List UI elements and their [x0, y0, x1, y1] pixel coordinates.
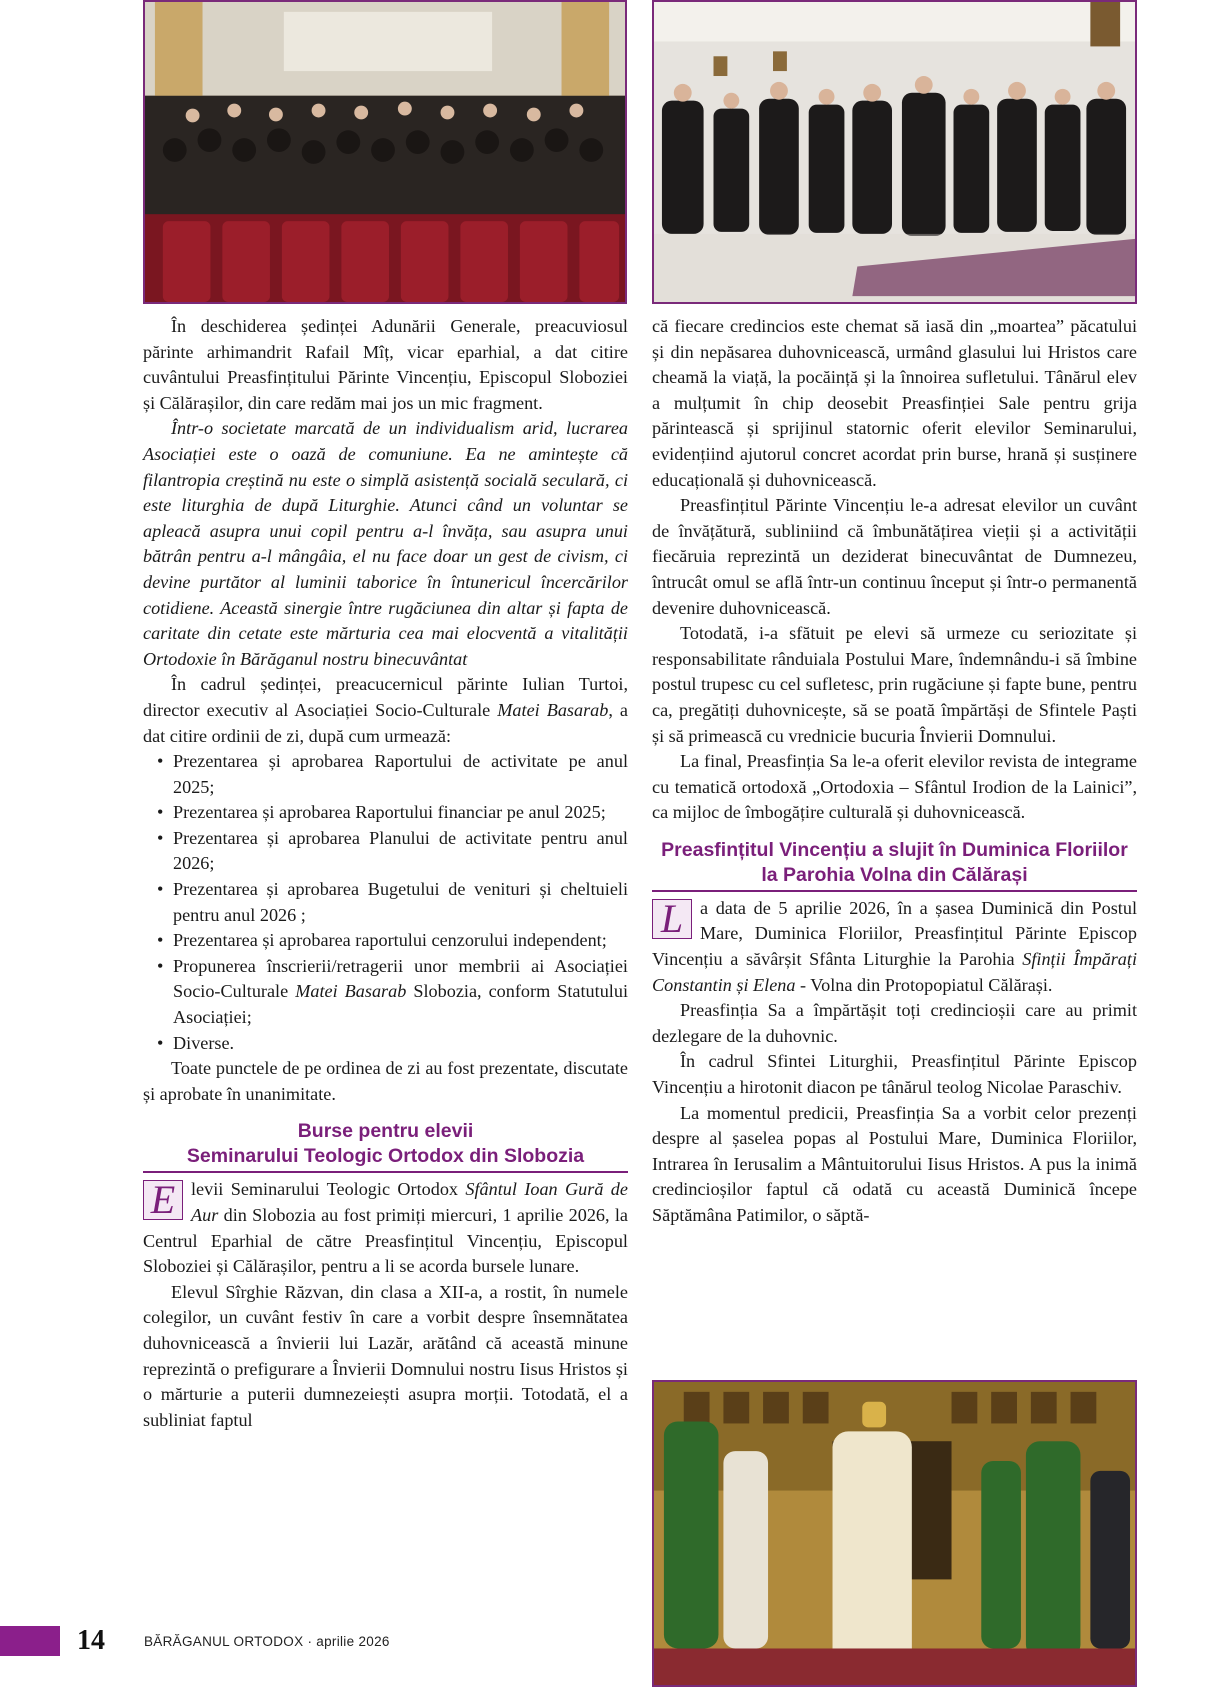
palm-sunday-paragraph-4: La momentul predicii, Preasfinția Sa a vorbit celor prezenți despre al șaselea popas al Postului Mare, Duminica Floriilor, Intrarea în Ierusalim a Mântuitorului Iisus Hristos. A pus la inimă credincioșilor faptul că odată cu această Duminică începe Săptămâna Patimilor, o săptă- [652, 1102, 1137, 1225]
photo-general-assembly [143, 0, 627, 304]
palm-sunday-paragraph-3: În cadrul Sfintei Liturghii, Preasfințitul Părinte Episcop Vincențiu a hirotonit diacon pe tânărul teolog Nicolae Paraschiv. [652, 1051, 1137, 1098]
paragraph-text-end: din Slobozia au fost primiți miercuri, 1 aprilie 2026, la Centrul Eparhial de către Preasfințitul Vincențiu, Episcopul Sloboziei și Călărașilor, pentru a li se acorda bursele lunare. [143, 1205, 628, 1277]
association-name: Matei Basarab [497, 699, 609, 720]
agenda-item: • Prezentarea și aprobarea Bugetului de venituri și cheltuieli pentru anul 2026 ; [157, 877, 628, 928]
agenda-item: • Prezentarea și aprobarea Raportului de activitate pe anul 2025; [157, 749, 628, 800]
page-number: 14 [77, 1625, 105, 1656]
closing-paragraph: Toate punctele de pe ordinea de zi au fost prezentate, discutate și aprobate în unanimitate. [143, 1058, 628, 1104]
agenda-list [143, 749, 628, 1056]
agenda-item-text: Propunerea înscrierii/retragerii unor membrii ai Asociației Socio-Culturale [173, 955, 628, 1002]
agenda-item [157, 954, 628, 1031]
agenda-item: • Diverse. [157, 1031, 628, 1057]
heading-line: Burse pentru elevii [297, 1120, 474, 1143]
section-heading-scholarships [143, 1113, 628, 1173]
dropcap: L [652, 899, 692, 939]
paragraph-text-end: - Volna din Protopopiatul Călărași. [795, 974, 1053, 995]
heading-line: Preasfințitul Vincențiu a slujit în Duminica Floriilor [661, 838, 1128, 861]
photo-palm-sunday-liturgy [652, 1380, 1137, 1687]
agenda-intro-text: În cadrul ședinței, preacucernicul părinte Iulian Turtoi, director executiv al Asociației Socio-Culturale [143, 674, 628, 720]
right-paragraph-3: Totodată, i-a sfătuit pe elevi să urmeze cu seriozitate și responsabilitate rânduiala Postului Mare, îndemnându-i să îmbine postul trupesc cu cel sufletesc, prin rugăciune și fapte bune, pentru ca, pregătiți duhovnicește, să se poată împărtăși de Sfintele Paști și să primească cu vrednicie bucuria Învierii Domnului. [652, 623, 1137, 746]
publication-footer: BĂRĂGANUL ORTODOX · aprilie 2026 [144, 1634, 390, 1649]
parish-name: Sfinții Împărați Constantin și Elena [652, 949, 1137, 995]
scholarship-paragraph-1 [143, 1177, 628, 1279]
agenda-item: • Prezentarea și aprobarea raportului cenzorului independent; [157, 928, 628, 954]
association-name: Matei Basarab [295, 981, 407, 1002]
dropcap: E [143, 1180, 183, 1220]
section-heading-palm-sunday [652, 832, 1137, 892]
bishop-quote: Într-o societate marcată de un individualism arid, lucrarea Asociației este o oază de comuniune. Ea ne amintește că filantropia creștină nu este o simplă asistență socială seculară, ci este liturghia de după Liturghie. Atunci când un voluntar se apleacă asupra unui copil pentru a-l învăța, sau asupra unui bătrân pentru a-l mângâia, el nu face doar un gest de civism, ci devine purtător al luminii taborice în întunericul încercărilor cotidiene. Această sinergie între rugăciunea din altar și fapta de caritate din cetate este mărturia cea mai elocventă a vitalității Ortodoxie în Bărăganul nostru binecuvântat [143, 418, 628, 669]
intro-paragraph: În deschiderea ședinței Adunării Generale, preacuviosul părinte arhimandrit Rafail Mîț, vicar eparhial, a dat citire cuvântului Preasfințitului Părinte Vincențiu, Episcopul Sloboziei și Călărașilor, din care redăm mai jos un mic fragment. [143, 316, 628, 413]
paragraph-text: a data de 5 aprilie 2026, în a șasea Duminică din Postul Mare, Duminica Floriilor, Preasfințitul Părinte Episcop Vincențiu a săvârșit Sfânta Liturghie la Parohia [652, 897, 1137, 970]
agenda-item-text-end: Slobozia, conform Statutului Asociației; [173, 981, 628, 1028]
scholarship-paragraph-2: Elevul Sîrghie Răzvan, din clasa a XII-a, a rostit, în numele colegilor, un cuvânt festiv în care a vorbit despre însemnătatea duhovnicească a învierii lui Lazăr, arătând că această minune reprezintă o prefigurare a Învierii Domnului nostru Iisus Hristos și o mărturie a puterii dumnezeiești asupra morții. Totodată, el a subliniat faptul [143, 1281, 628, 1430]
seminary-name: Sfântul Ioan Gură de Aur [191, 1179, 628, 1225]
footer-accent-bar [0, 1626, 60, 1656]
agenda-item: • Prezentarea și aprobarea Planului de activitate pentru anul 2026; [157, 826, 628, 877]
right-paragraph-2: Preasfințitul Părinte Vincențiu le-a adresat elevilor un cuvânt de învățătură, subliniind că îmbunătățirea vieții și a activității fiecăruia reprezintă un deziderat binecuvântat de Dumnezeu, întrucât omul se află într-un continuu început și într-o permanentă devenire duhovnicească. [652, 495, 1137, 618]
agenda-intro-text-end: , a dat citire ordinii de zi, după cum urmează: [143, 699, 628, 746]
palm-sunday-paragraph-1 [652, 896, 1137, 998]
left-column [143, 314, 628, 1433]
palm-sunday-paragraph-2: Preasfinția Sa a împărtășit toți credincioșii care au primit dezlegare de la duhovnic. [652, 1000, 1137, 1046]
photo-seminary-students [652, 0, 1137, 304]
agenda-intro [143, 672, 628, 749]
right-column [652, 314, 1137, 1229]
agenda-item: • Prezentarea și aprobarea Raportului financiar pe anul 2025; [157, 800, 628, 826]
heading-line: Seminarului Teologic Ortodox din Slobozia [186, 1145, 585, 1168]
right-paragraph-1: că fiecare credincios este chemat să iasă din „moartea” păcatului și din nepăsarea duhovnicească, urmând glasului lui Hristos care cheamă la viață, la pocăință și la înnoirea sufletului. Tânărul elev a mulțumit în chip deosebit Preasfinției Sale pentru grija părintească și sprijinul statornic oferit elevilor Seminarului, evidențiind ajutorul concret acordat prin burse, hrană și susținere educațională și duhovnicească. [652, 316, 1137, 490]
right-paragraph-4: La final, Preasfinția Sa le-a oferit elevilor revista de integrame cu tematică ortodoxă „Ortodoxia – Sfântul Irodion de la Lainici”, ca mijloc de îmbogățire culturală și duhovnicească. [652, 751, 1137, 823]
heading-line: la Parohia Volna din Călărași [761, 863, 1028, 886]
paragraph-text: levii Seminarului Teologic Ortodox [191, 1179, 466, 1200]
